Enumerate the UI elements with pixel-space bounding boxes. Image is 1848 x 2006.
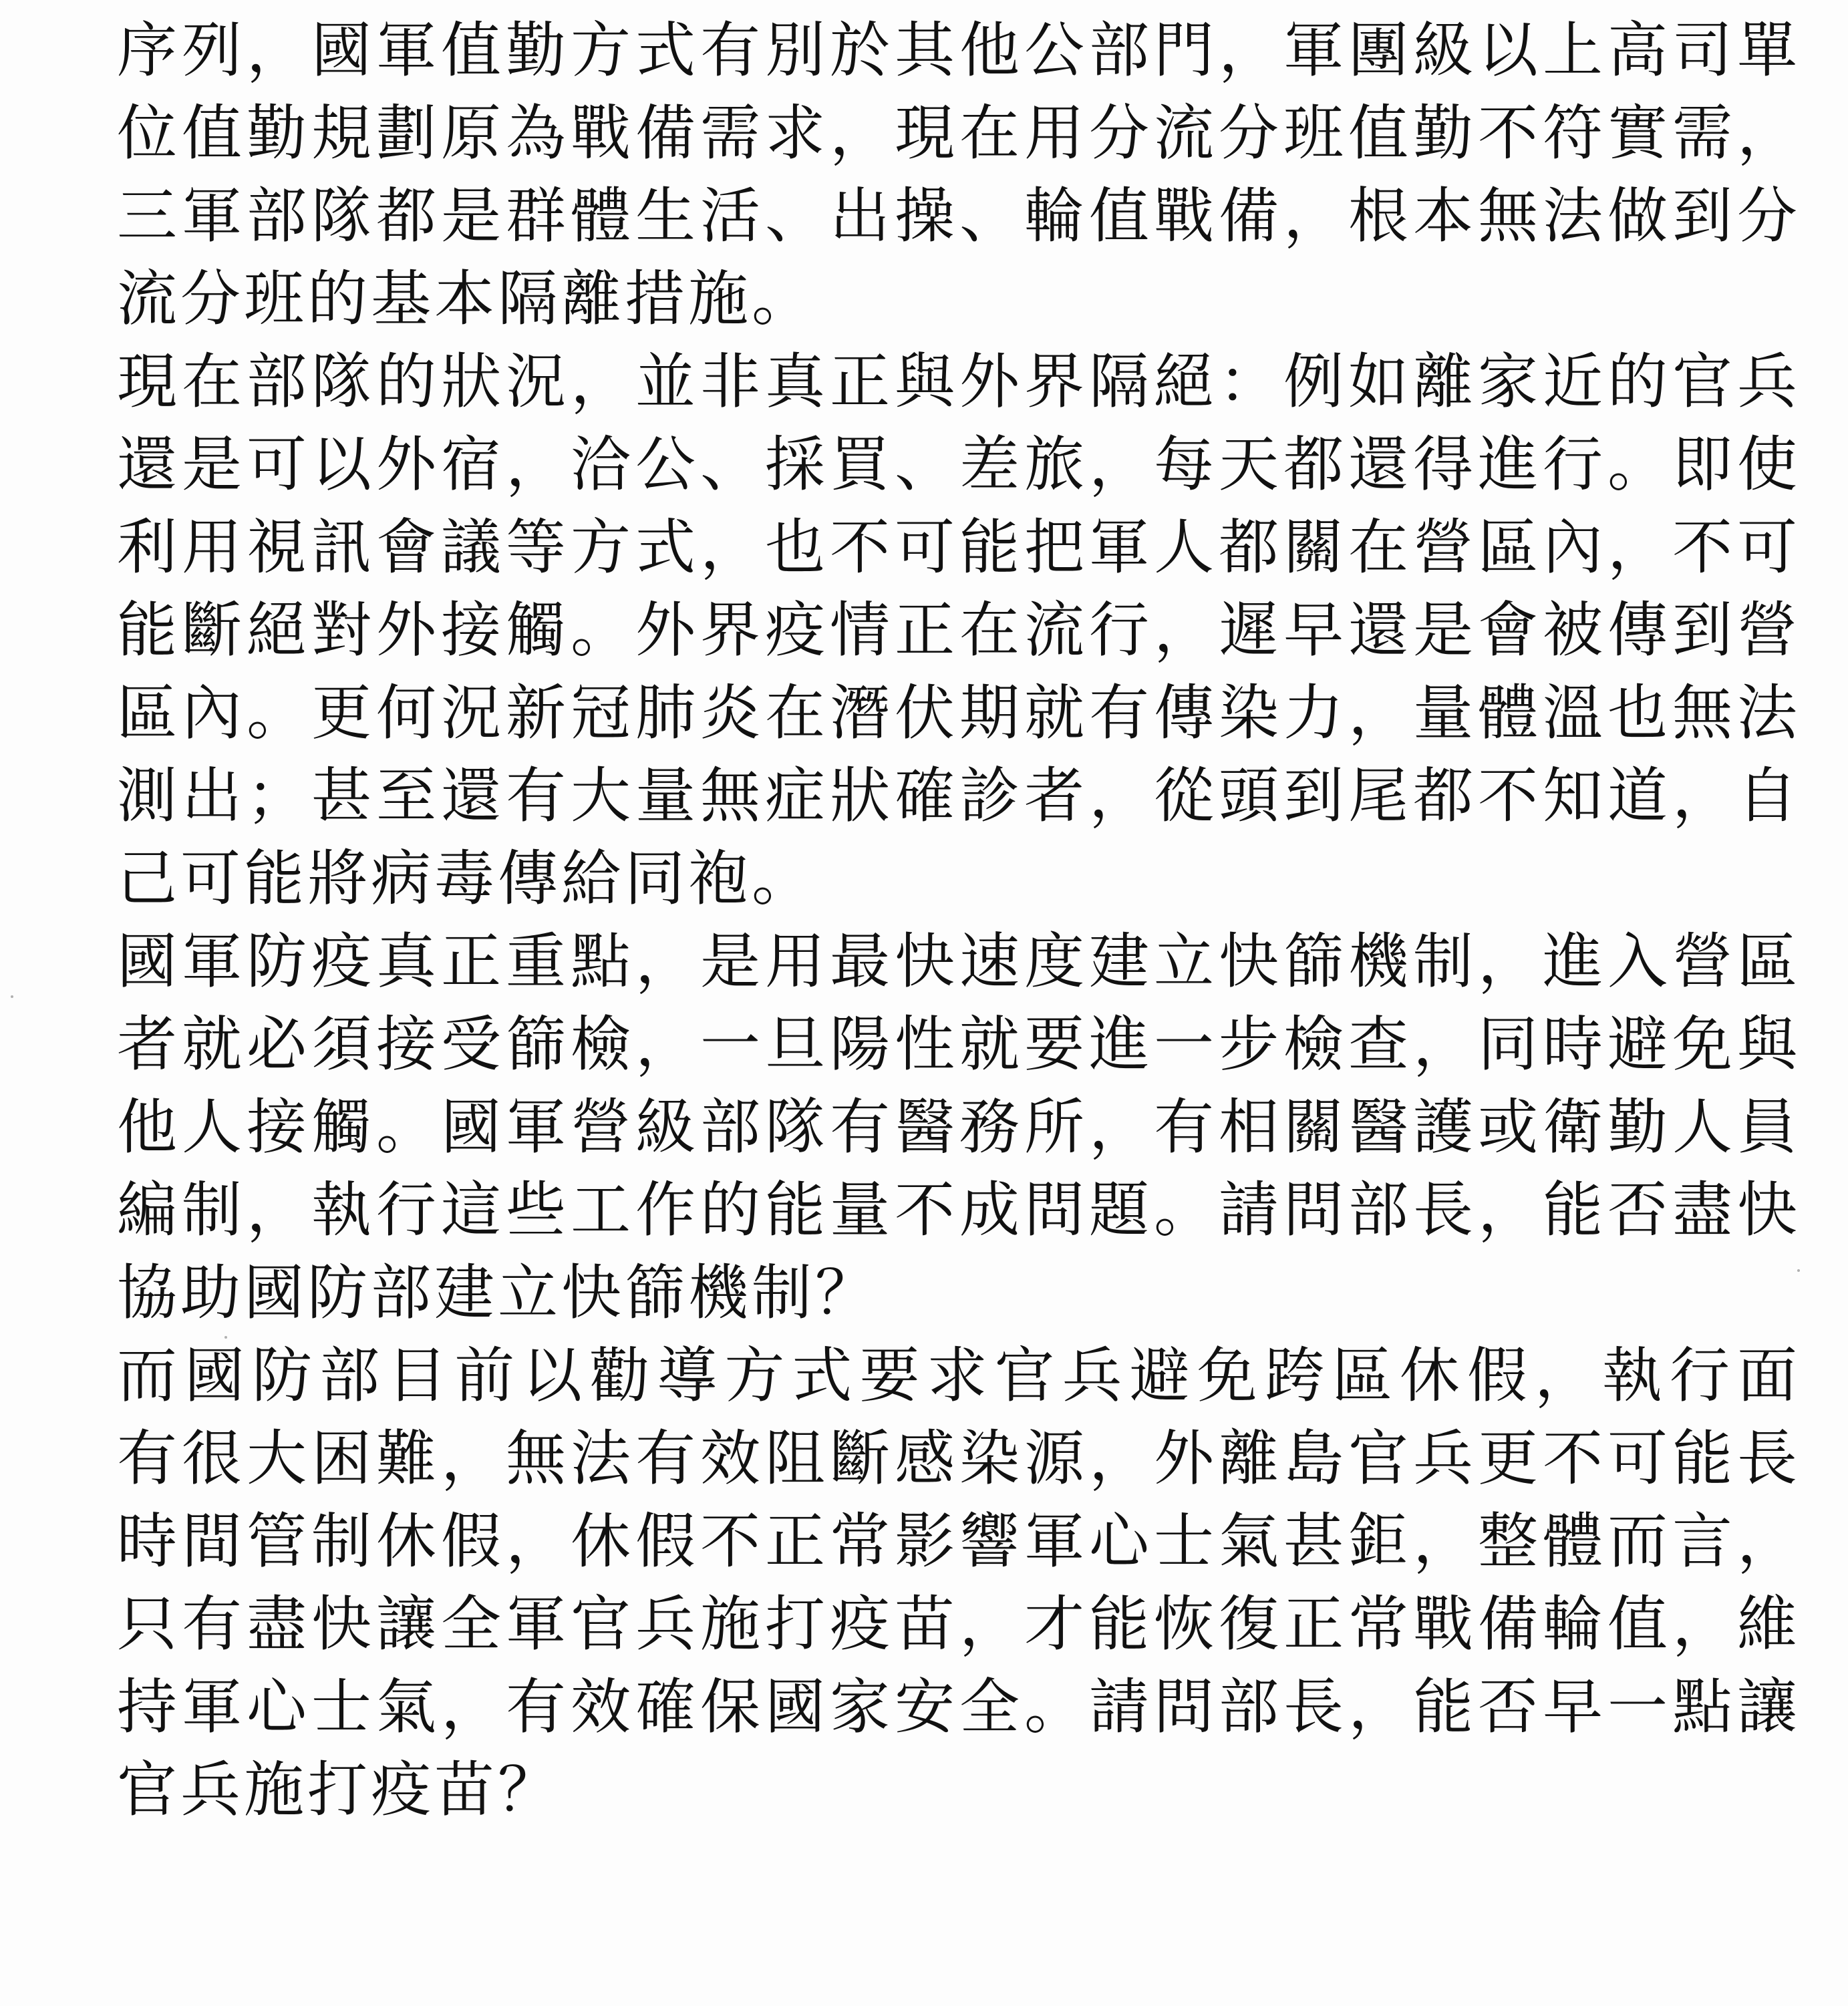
text-line: 協助國防部建立快篩機制？ xyxy=(117,1258,879,1328)
text-line: 持軍心士氣，有效確保國家安全。請問部長，能否早一點讓 xyxy=(117,1672,1801,1742)
text-line: 還是可以外宿，洽公、採買、差旅，每天都還得進行。即使 xyxy=(117,430,1801,500)
text-line: 官兵施打疫苗？ xyxy=(117,1755,561,1825)
text-line: 者就必須接受篩檢，一旦陽性就要進一步檢查，同時避免與 xyxy=(117,1009,1801,1079)
text-line: 利用視訊會議等方式，也不可能把軍人都關在營區內，不可 xyxy=(117,512,1801,582)
scan-speck xyxy=(11,995,13,998)
text-line: 有很大困難，無法有效阻斷感染源，外離島官兵更不可能長 xyxy=(117,1424,1801,1494)
text-line: 測出；甚至還有大量無症狀確診者，從頭到尾都不知道，自 xyxy=(117,761,1801,831)
scan-speck xyxy=(224,1336,227,1339)
text-line: 時間管制休假，休假不正常影響軍心士氣甚鉅，整體而言， xyxy=(117,1506,1801,1576)
text-line: 序列，國軍值勤方式有別於其他公部門，軍團級以上高司單 xyxy=(117,15,1801,86)
text-line: 他人接觸。國軍營級部隊有醫務所，有相關醫護或衛勤人員 xyxy=(117,1092,1801,1162)
text-line: 編制，執行這些工作的能量不成問題。請問部長，能否盡快 xyxy=(117,1175,1801,1245)
paragraph-3 xyxy=(117,921,1801,1335)
text-line: 流分班的基本隔離措施。 xyxy=(117,264,815,334)
text-line: 三軍部隊都是群體生活、出操、輪值戰備，根本無法做到分 xyxy=(117,181,1801,251)
document-body xyxy=(117,9,1801,1832)
scan-speck xyxy=(1797,1269,1800,1272)
text-line: 只有盡快讓全軍官兵施打疫苗，才能恢復正常戰備輪值，維 xyxy=(117,1589,1801,1659)
paragraph-2 xyxy=(117,341,1801,921)
paragraph-4 xyxy=(117,1335,1801,1832)
text-line: 己可能將病毒傳給同袍。 xyxy=(117,844,815,914)
paragraph-1 xyxy=(117,9,1801,341)
text-line: 區內。更何況新冠肺炎在潛伏期就有傳染力，量體溫也無法 xyxy=(117,678,1801,748)
text-line: 位值勤規劃原為戰備需求，現在用分流分班值勤不符實需， xyxy=(117,98,1801,168)
text-line: 能斷絕對外接觸。外界疫情正在流行，遲早還是會被傳到營 xyxy=(117,595,1801,665)
text-line: 國軍防疫真正重點，是用最快速度建立快篩機制，進入營區 xyxy=(117,927,1801,997)
text-line: 而國防部目前以勸導方式要求官兵避免跨區休假，執行面 xyxy=(117,1341,1801,1411)
text-line: 現在部隊的狀況，並非真正與外界隔絕：例如離家近的官兵 xyxy=(117,347,1801,417)
